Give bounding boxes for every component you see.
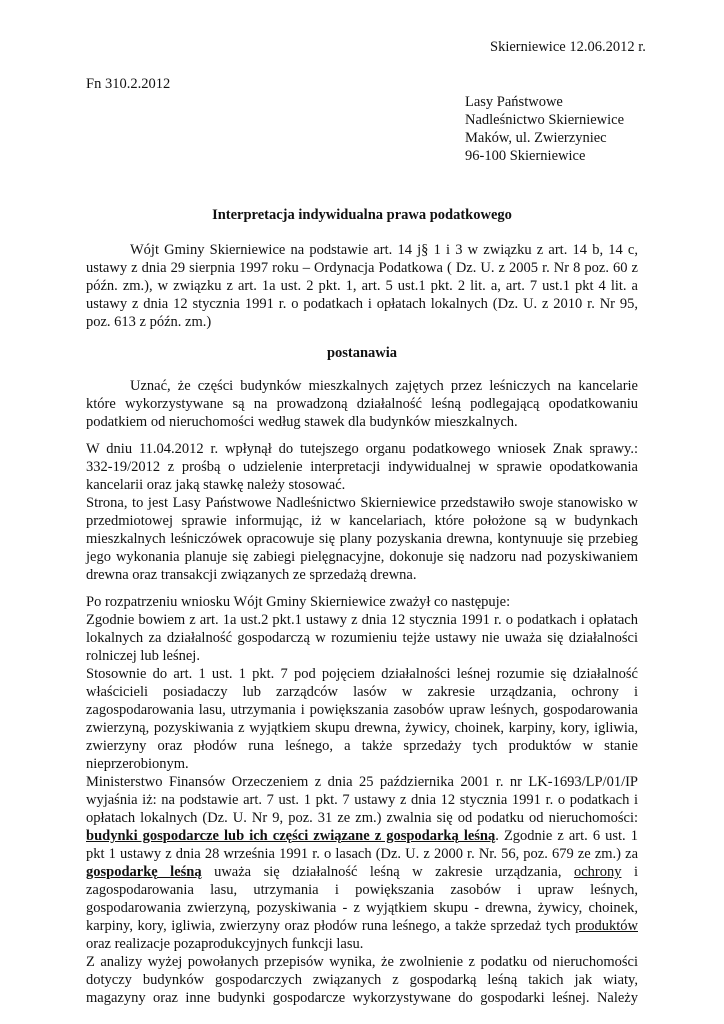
recipient-line: Maków, ul. Zwierzyniec [465,130,607,146]
text-line: które wykorzystywane są na prowadzoną działalność leśną podlegającą opodatkowaniu [86,396,638,412]
text-line: Ministerstwo Finansów Orzeczeniem z dnia 25 października 2001 r. nr LK-1693/LP/01/IP [86,774,638,790]
text-line: Stosownie do art. 1 ust. 1 pkt. 7 pod pojęciem działalności leśnej rozumie się działalność [86,666,638,682]
text-line: gospodarowania zwierzyną, pozyskiwania - z wyjątkiem skupu - drewna, żywicy, choinek, [86,900,638,916]
text-line: 332-19/2012 z prośbą o udzielenie interpretacji indywidualnej w sprawie opodatkowania [86,459,638,475]
text-line: późn. zm.), w związku z art. 1a ust. 2 pkt. 1, art. 5 ust.1 pkt. 2 lit. a, art. 7 ust.1 pkt 4 lit. a [86,278,638,294]
text-line: zagospodarowania lasu, utrzymania i powiększania zasobów i upraw leśnych, [86,882,638,898]
text-line: kancelarii oraz jaką stawkę należy stosować. [86,477,346,493]
text-line: zwierzyną, pozyskiwania z wyjątkiem skupu drewna, żywicy, choinek, karpiny, kory, igliwia, [86,720,638,736]
recipient-line: Lasy Państwowe [465,94,563,110]
recipient-line: Nadleśnictwo Skierniewice [465,112,625,128]
text-line: podatkiem od nieruchomości według stawek dla budynków mieszkalnych. [86,414,518,430]
emphasis-text: gospodarkę leśną [86,864,202,880]
text-span: . Zgodnie z art. 6 ust. 1 [495,828,638,844]
text-line: opłatach lokalnych (Dz. U. Nr 9, poz. 31 ze zm.) zwalnia się od podatku od nieruchomości: [86,810,638,826]
text-line: Uznać, że części budynków mieszkalnych zajętych przez leśniczych na kancelarie [130,378,638,394]
text-line: zwierzyny oraz płodów runa leśnego, a także sprzedaży tych produktów w stanie [86,738,638,754]
text-span: karpiny, kory, igliwia, zwierzyny oraz płodów runa leśnego, a także sprzedaż tych [86,918,576,934]
text-line: dotyczy budynków gospodarczych związanych z gospodarką leśną takich jak wiaty, [86,972,638,988]
text-line: wyjaśnia iż: na podstawie art. 7 ust. 1 pkt. 7 ustawy z dnia 12 stycznia 1991 r. o podatkach i [86,792,638,808]
text-line: pkt 1 ustawy z dnia 28 września 1991 r. o lasach (Dz. U. z 2000 r. Nr. 56, poz. 679 ze zm.) za [86,846,638,862]
text-line: Z analizy wyżej powołanych przepisów wynika, że zwolnienie z podatku od nieruchomości [86,954,638,970]
text-span: i [621,864,638,880]
text-line [86,863,638,881]
text-line: lokalnych za działalność gospodarczą w rozumieniu tejże ustawy nie uważa się działalności [86,630,638,646]
text-line: poz. 613 z późn. zm.) [86,314,212,330]
text-line: Wójt Gminy Skierniewice na podstawie art. 14 j§ 1 i 3 w związku z art. 14 b, 14 c, [130,242,638,258]
underlined-text: ochrony [573,864,622,880]
text-line: drewna oraz transakcji związanych ze sprzedażą drewna. [86,567,417,583]
decision-heading: postanawia [326,345,398,361]
text-line: przedmiotowej sprawie informując, iż w kancelariach, które położone są w budynkach [86,513,638,529]
document-title: Interpretacja indywidualna prawa podatkowego [212,207,512,223]
place-date: Skierniewice 12.06.2012 r. [490,39,646,55]
reference-number: Fn 310.2.2012 [86,76,171,92]
text-line [86,917,638,935]
text-line: W dniu 11.04.2012 r. wpłynął do tutejszego organu podatkowego wniosek Znak sprawy.: [86,441,638,457]
text-line: magazyny oraz inne budynki gospodarcze wykorzystywane do gospodarki leśnej. Należy [86,990,638,1006]
text-line: oraz realizacje pozaprodukcyjnych funkcji lasu. [86,936,364,952]
text-span: uważa się działalność leśną w zakresie urządzania, [201,864,574,880]
text-line: ustawy z dnia 12 stycznia 1991 r. o podatkach i opłatach lokalnych (Dz. U. z 2010 r. Nr 95, [86,296,638,312]
text-line [86,827,638,845]
recipient-line: 96-100 Skierniewice [465,148,586,164]
text-line: mieszkalnych leśniczówek opracowuje się plany pozyskania drewna, kontynuuje się przebieg [86,531,638,547]
text-line: rolniczej lub leśnej. [86,648,200,664]
text-line: właścicieli posiadaczy lub zarządców lasów w zakresie urządzania, ochrony i [86,684,638,700]
text-line: zagospodarowania lasu, utrzymania i powiększania zasobów upraw leśnych, gospodarowania [86,702,638,718]
text-line: jego wykonania planuje się zabiegi pielęgnacyjne, dokonuje się nadzoru nad pozyskiwaniem [86,549,638,565]
text-line: Strona, to jest Lasy Państwowe Nadleśnictwo Skierniewice przedstawiło swoje stanowisko w [86,495,638,511]
emphasis-text: budynki gospodarcze lub ich części związane z gospodarką leśną [86,828,496,844]
underlined-text: produktów [575,918,638,934]
text-line: Zgodnie bowiem z art. 1a ust.2 pkt.1 ustawy z dnia 12 stycznia 1991 r. o podatkach i opłatach [86,612,638,628]
considered-line: Po rozpatrzeniu wniosku Wójt Gminy Skierniewice zważył co następuje: [86,594,511,610]
text-line: ustawy z dnia 29 sierpnia 1997 roku – Ordynacja Podatkowa ( Dz. U. z 2005 r. Nr 8 poz. 60 z [86,260,638,276]
text-line: nieprzerobionym. [86,756,189,772]
